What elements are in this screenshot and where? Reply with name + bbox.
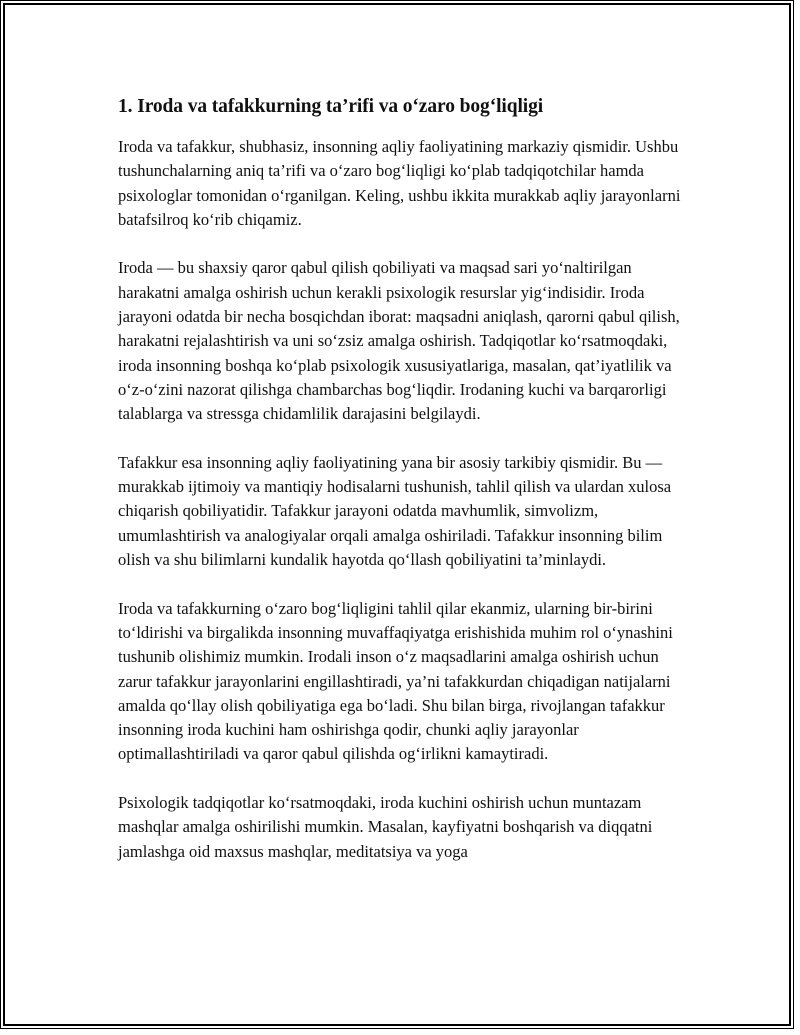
paragraph-2: Iroda — bu shaxsiy qaror qabul qilish qobiliyati va maqsad sari yo‘naltirilgan harakatni amalga oshirish uchun kerakli psixologik resurslar yig‘indisidir. Iroda jarayoni odatda bir necha bosqichdan iborat: maqsadni aniqlash, qarorni qabul qilish, harakatni rejalashtirish va uni so‘zsiz amalga oshirish. Tadqiqotlar ko‘rsatmoqdaki, iroda insonning boshqa ko‘plab psixologik xususiyatlariga, masalan, qat’iyatlilik va o‘z-o‘zini nazorat qilishga chambarchas bog‘liqdir. Irodaning kuchi va barqarorligi talablarga va stressga chidamlilik darajasini belgilaydi. bbox=[118, 258, 680, 424]
section-heading: 1. Iroda va tafakkurning ta’rifi va o‘zaro bog‘liqligi bbox=[118, 96, 544, 117]
paragraph-5: Psixologik tadqiqotlar ko‘rsatmoqdaki, iroda kuchini oshirish uchun muntazam mashqlar amalga oshirilishi mumkin. Masalan, kayfiyatni boshqarish va diqqatni jamlashga oid maxsus mashqlar, meditatsiya va yoga bbox=[118, 793, 653, 861]
paragraph-4: Iroda va tafakkurning o‘zaro bog‘liqligini tahlil qilar ekanmiz, ularning bir-birini to‘ldirishi va birgalikda insonning muvaffaqiyatga erishishida muhim rol o‘ynashini tushunib olishimiz mumkin. Irodali inson o‘z maqsadlarini amalga oshirish uchun zarur tafakkur jarayonlarini engillashtiradi, ya’ni tafakkurdan chiqadigan natijalarni amalda qo‘llay olish qobiliyatiga ega bo‘ladi. Shu bilan birga, rivojlangan tafakkur insonning iroda kuchini ham oshirishga qodir, chunki aqliy jarayonlar optimallashtiriladi va qaror qabul qilishda og‘irlikni kamaytiradi. bbox=[118, 598, 673, 764]
paragraph-1: Iroda va tafakkur, shubhasiz, insonning aqliy faoliyatining markaziy qismidir. Ushbu tushunchalarning aniq ta’rifi va o‘zaro bog‘liqligi ko‘plab tadqiqotchilar hamda psixologlar tomonidan o‘rganilgan. Keling, ushbu ikkita murakkab aqliy jarayonlarni batafsilroq ko‘rib chiqamiz. bbox=[118, 137, 681, 229]
document-body bbox=[118, 94, 686, 888]
paragraph-3: Tafakkur esa insonning aqliy faoliyatining yana bir asosiy tarkibiy qismidir. Bu — murakkab ijtimoiy va mantiqiy hodisalarni tushunish, tahlil qilish va ulardan xulosa chiqarish qobiliyatidir. Tafakkur jarayoni odatda mavhumlik, simvolizm, umumlashtirish va analogiyalar orqali amalga oshiriladi. Tafakkur insonning bilim olish va shu bilimlarni kundalik hayotda qo‘llash qobiliyatini ta’minlaydi. bbox=[118, 452, 672, 570]
